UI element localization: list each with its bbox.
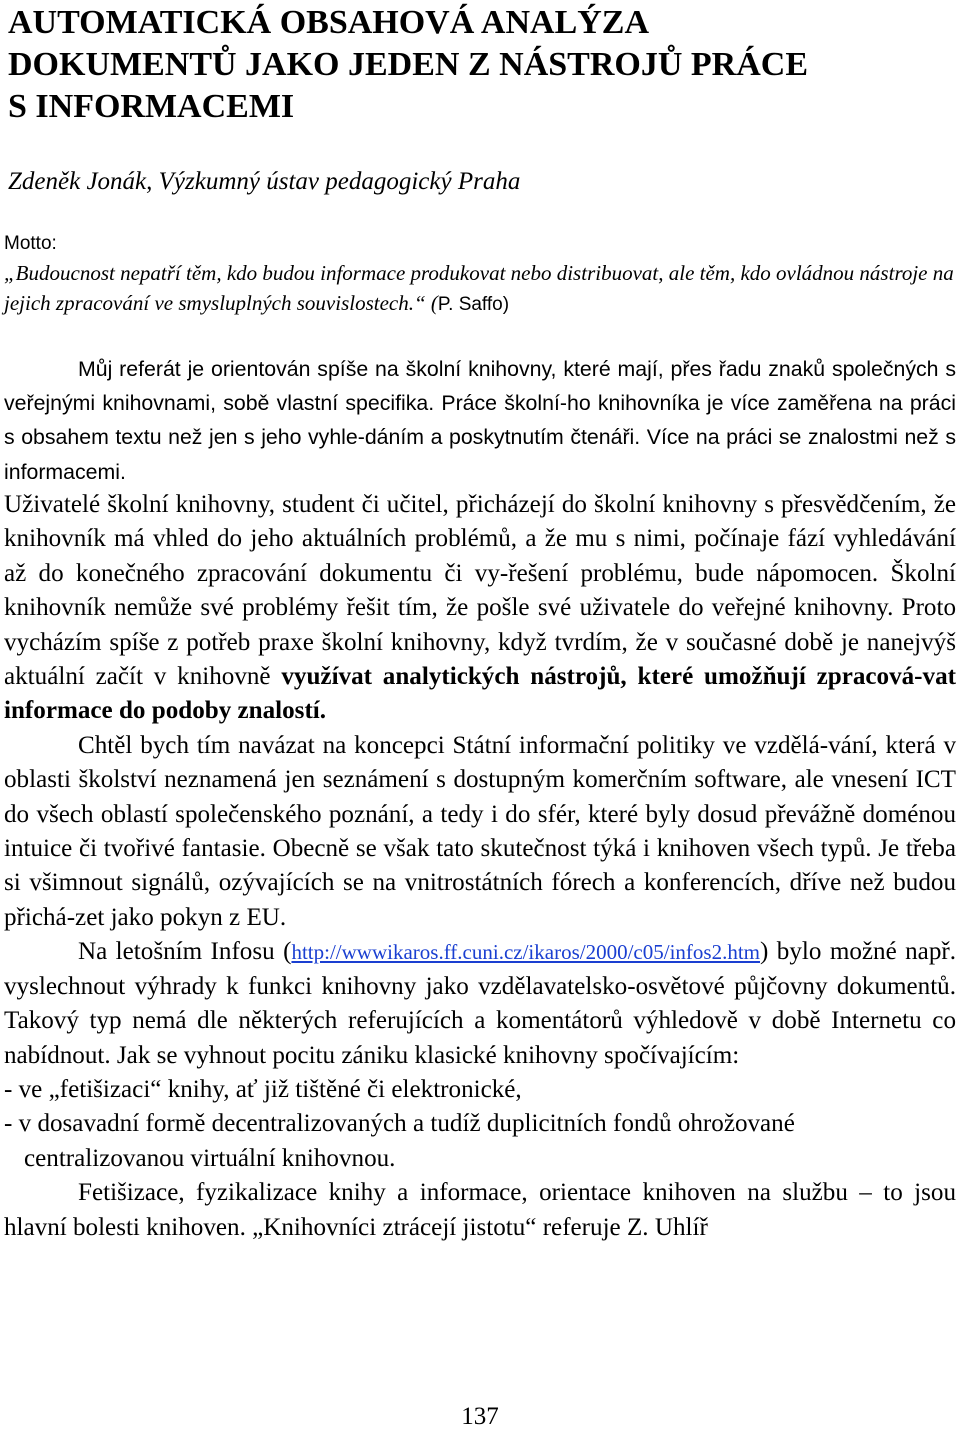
document-title <box>8 2 948 128</box>
paragraph-infos <box>4 935 956 1073</box>
motto-quote-block <box>4 258 954 320</box>
motto-quote: „Budoucnost nepatří těm, kdo budou informace produkovat nebo distribuovat, ale těm, kdo ovládnou nástroje na jejich zpracování ve smysluplných souvislostech.“ ( <box>4 261 954 315</box>
title-line-3: S INFORMACEMI <box>8 88 295 125</box>
paragraph-users-bold: využívat analytických nástrojů, které umožňují zpracová-vat informace do podoby znalostí. <box>4 663 956 725</box>
list-item-2: - v dosavadní formě decentralizovaných a tudíž duplicitních fondů ohrožované <box>4 1110 795 1138</box>
paragraph-policy: Chtěl bych tím navázat na koncepci Státní informační politiky ve vzdělá-vání, která v oblasti školství neznamená jen seznámení s dostupným komerčním software, ale vnesení ICT do všech oblastí společenského poznání, a tedy i do sfér, které byly dosud převážně doménou intuice či tvořivé fantasie. Obecně se však tato skutečnost týká i knihoven všech typů. Je třeba si všimnout signálů, ozývajících se na vnitrostátních fórech a konferencích, dříve než budou přichá-zet jako pokyn z EU. <box>4 731 956 931</box>
paragraph-fetish: Fetišizace, fyzikalizace knihy a informace, orientace knihoven na službu – to jsou hlavní bolesti knihoven. „Knihovníci ztrácejí jistotu“ referuje Z. Uhlíř <box>4 1179 956 1241</box>
list-item-2-continuation: centralizovanou virtuální knihovnou. <box>24 1144 396 1172</box>
title-line-2: DOKUMENTŮ JAKO JEDEN Z NÁSTROJŮ PRÁCE <box>8 46 808 83</box>
infos-link[interactable]: http://wwwikaros.ff.cuni.cz/ikaros/2000/c05/infos2.htm <box>291 940 760 965</box>
main-text <box>4 488 956 1245</box>
title-line-1: AUTOMATICKÁ OBSAHOVÁ ANALÝZA <box>8 4 650 41</box>
list-item-1: - ve „fetišizaci“ knihy, ať již tištěné či elektronické, <box>4 1075 522 1103</box>
motto-source: P. Saffo) <box>437 294 510 315</box>
page-number: 137 <box>461 1403 499 1430</box>
intro-paragraph-text: Můj referát je orientován spíše na školní knihovny, které mají, přes řadu znaků společných s veřejnými knihovnami, sobě vlastní specifika. Práce školní-ho knihovníka je více zaměřena na práci s obsahem textu než jen s jeho vyhle-dáním a poskytnutím čtenáři. Více na práci se znalostmi než s informacemi. <box>4 357 956 484</box>
paragraph-infos-after: ) bylo možné např. vyslechnout výhrady k funkci knihovny jako vzdělavatelsko-osvětové půjčovny dokumentů. Takový typ nemá dle některých referujících a komentátorů výhledově v době Internetu co nabídnout. Jak se vyhnout pocitu zániku klasické knihovny spočívajícím: <box>4 938 956 1069</box>
motto-label: Motto: <box>4 233 57 254</box>
paragraph-users-text: Uživatelé školní knihovny, student či učitel, přicházejí do školní knihovny s přesvědčením, že knihovník má vhled do jeho aktuálních problémů, a že mu s nimi, počínaje fází vyhledávání až do konečného zpracování dokumentu či vy-řešení problému, bude nápomocen. Školní knihovník nemůže své problémy řešit tím, že pošle své uživatele do veřejné knihovny. Proto vycházím spíše z potřeb praxe školní knihovny, když tvrdím, že v současné době je nanejvýš aktuální začít v knihovně <box>4 491 956 691</box>
intro-paragraph <box>4 352 956 489</box>
paragraph-users <box>4 488 956 729</box>
paragraph-infos-before: Na letošním Infosu ( <box>78 938 292 966</box>
author-line: Zdeněk Jonák, Výzkumný ústav pedagogický Praha <box>8 168 521 195</box>
